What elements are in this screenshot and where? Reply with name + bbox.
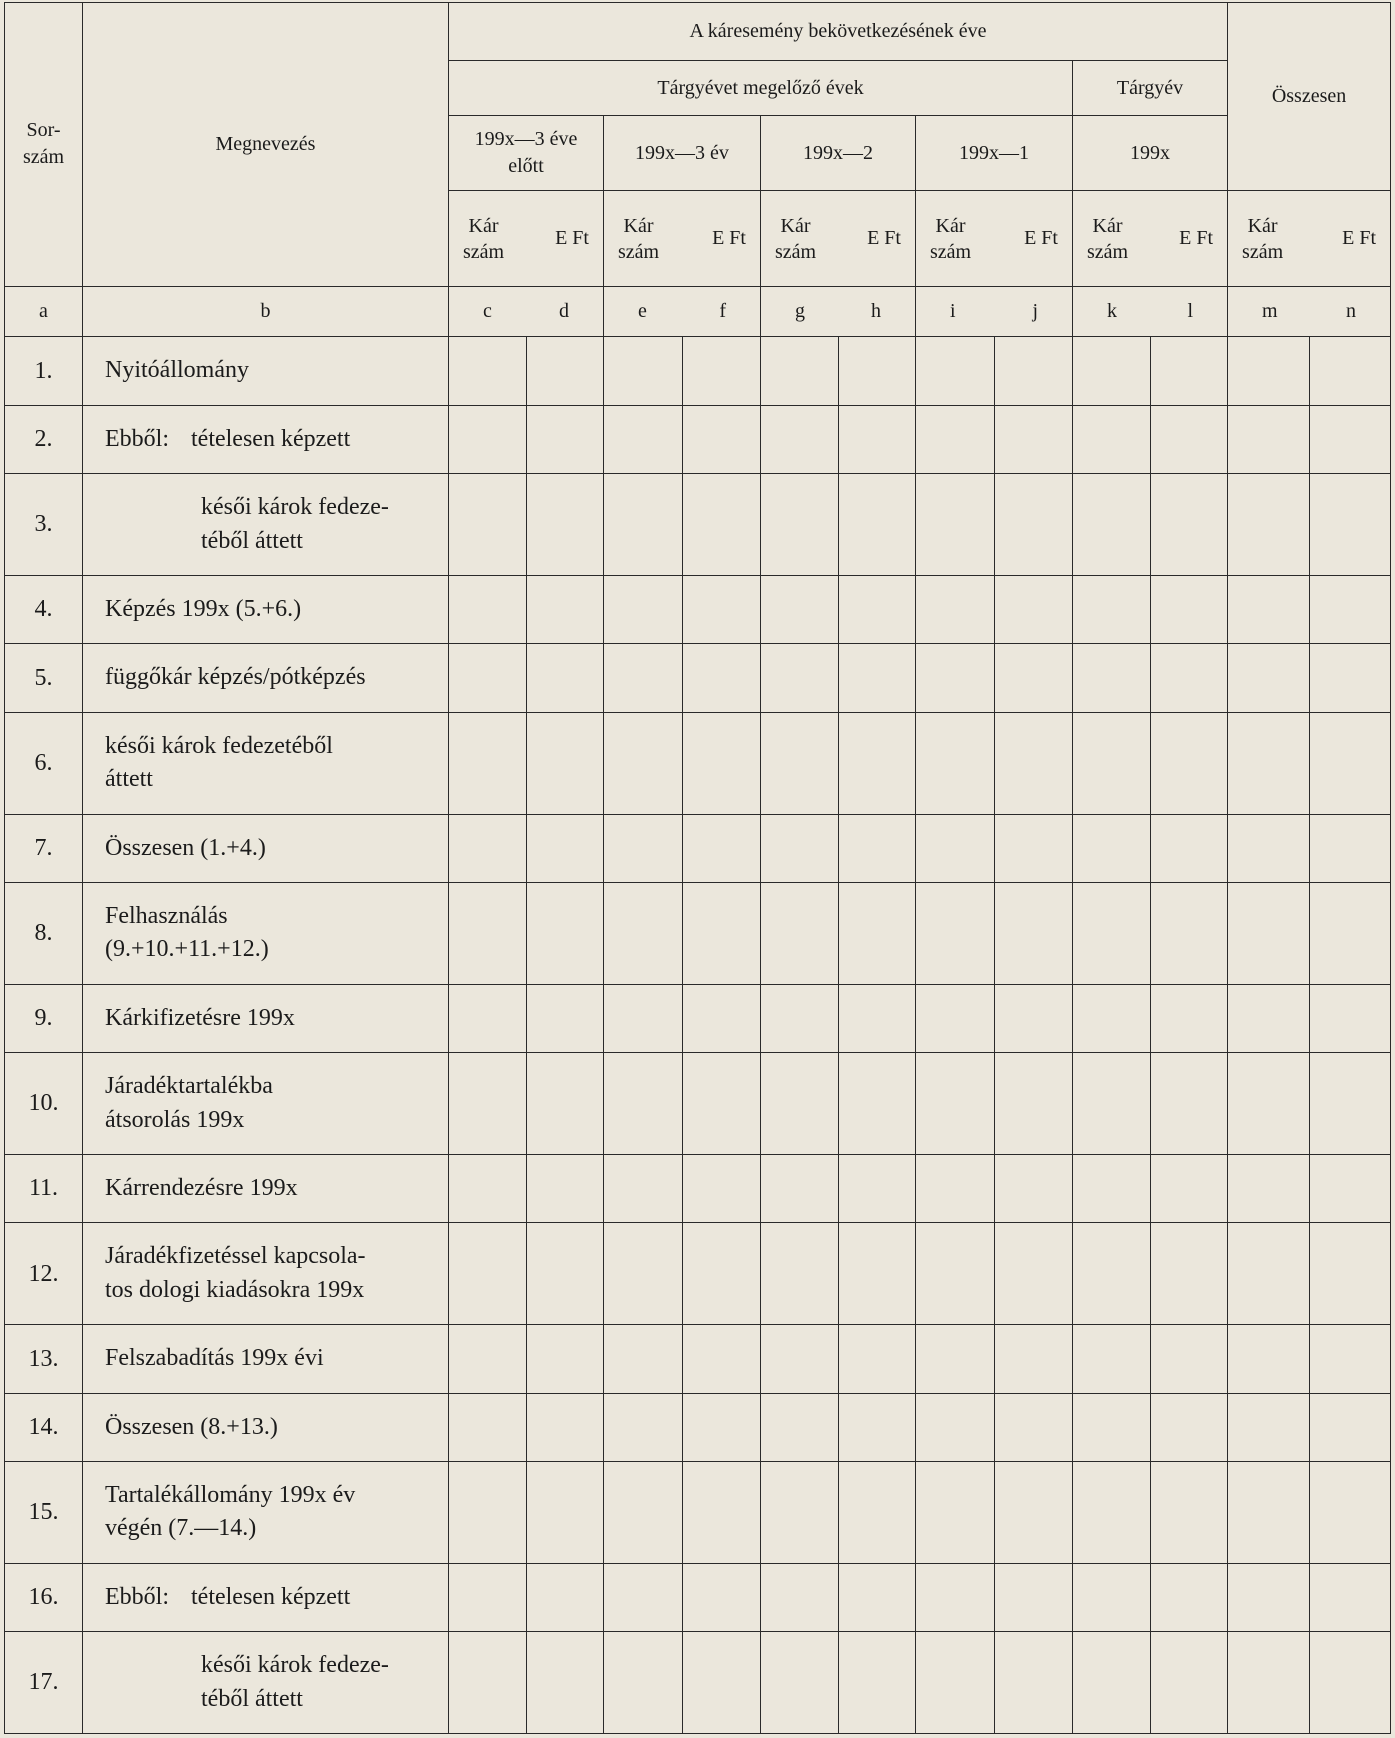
value-cell[interactable]	[1228, 984, 1391, 1052]
value-cell[interactable]	[916, 405, 1073, 473]
row-label-line2: téből áttett	[201, 527, 303, 554]
value-cell[interactable]	[1228, 1053, 1391, 1155]
value-cell[interactable]	[1073, 405, 1228, 473]
value-cell[interactable]	[604, 1462, 761, 1564]
value-cell[interactable]	[604, 1154, 761, 1222]
table-row	[5, 1632, 1391, 1734]
value-cell[interactable]	[916, 474, 1073, 576]
unit-pair: Kár szám E Ft	[1228, 191, 1391, 287]
value-cell[interactable]	[1073, 1154, 1228, 1222]
value-cell[interactable]	[1073, 337, 1228, 405]
value-cell[interactable]	[761, 1053, 916, 1155]
row-label	[83, 474, 449, 576]
header-target-year: Tárgyév	[1073, 61, 1228, 115]
header-prev-years: Tárgyévet megelőző évek	[449, 61, 1073, 115]
value-cell[interactable]	[1073, 1462, 1228, 1564]
row-label	[83, 984, 449, 1052]
table-row	[5, 1462, 1391, 1564]
header-sorszam-line2: szám	[22, 146, 65, 169]
row-label-text: Összesen (1.+4.)	[105, 834, 266, 861]
header-sorszam-line1: Sor-	[26, 119, 61, 142]
value-cell[interactable]	[604, 883, 761, 985]
row-label-text: tételesen képzett	[191, 1583, 351, 1610]
value-cell[interactable]	[1073, 1632, 1228, 1734]
value-cell[interactable]	[1228, 1632, 1391, 1734]
value-cell[interactable]	[916, 1393, 1073, 1461]
value-cell[interactable]	[449, 337, 604, 405]
value-cell[interactable]	[1228, 1154, 1391, 1222]
value-cell[interactable]	[449, 1053, 604, 1155]
value-cell[interactable]	[761, 644, 916, 712]
value-cell[interactable]	[1073, 1393, 1228, 1461]
table-row	[5, 984, 1391, 1052]
value-cell[interactable]	[604, 1223, 761, 1325]
value-cell[interactable]	[916, 575, 1073, 643]
row-number: 5.	[5, 644, 83, 712]
value-cell[interactable]	[1228, 1393, 1391, 1461]
letter-pair: e f	[604, 286, 761, 336]
row-label-line1: Felhasználás	[105, 902, 228, 929]
value-cell[interactable]	[449, 1154, 604, 1222]
row-label-text: Kárkifizetésre 199x	[105, 1004, 295, 1031]
value-cell[interactable]	[761, 1462, 916, 1564]
value-cell[interactable]	[761, 405, 916, 473]
row-label	[83, 575, 449, 643]
value-cell[interactable]	[761, 1154, 916, 1222]
value-cell[interactable]	[761, 474, 916, 576]
value-cell[interactable]	[916, 1223, 1073, 1325]
row-label-text: Nyitóállomány	[105, 357, 249, 384]
header-total: Összesen	[1228, 3, 1391, 191]
value-cell[interactable]	[1228, 644, 1391, 712]
row-label	[83, 1632, 449, 1734]
unit-pair: Kár szám E Ft	[604, 191, 761, 287]
row-number: 12.	[5, 1223, 83, 1325]
row-label	[83, 405, 449, 473]
value-cell[interactable]	[1073, 1563, 1228, 1631]
value-cell[interactable]	[1073, 712, 1228, 814]
row-label-line2: tos dologi kiadásokra 199x	[105, 1276, 365, 1303]
row-label-line1: késői károk fedezetéből	[105, 732, 333, 759]
row-prefix: Ebből:	[105, 425, 169, 452]
row-number: 11.	[5, 1154, 83, 1222]
value-cell[interactable]	[604, 814, 761, 882]
value-cell[interactable]	[1073, 1053, 1228, 1155]
row-label-line1: Járadékfizetéssel kapcsola-	[105, 1243, 366, 1270]
row-label	[83, 1393, 449, 1461]
table-row	[5, 1563, 1391, 1631]
value-cell[interactable]	[1228, 883, 1391, 985]
row-label-line2: átsorolás 199x	[105, 1106, 245, 1133]
value-cell[interactable]	[1228, 814, 1391, 882]
row-prefix: Ebből:	[105, 1583, 169, 1610]
letter-pair: i j	[916, 286, 1073, 336]
value-cell[interactable]	[604, 474, 761, 576]
row-label	[83, 1053, 449, 1155]
row-label-line2: téből áttett	[201, 1685, 303, 1712]
value-cell[interactable]	[604, 712, 761, 814]
row-label	[83, 1223, 449, 1325]
header-year-4: 199x—1	[916, 115, 1073, 191]
row-label	[83, 814, 449, 882]
value-cell[interactable]	[1073, 814, 1228, 882]
value-cell[interactable]	[761, 1393, 916, 1461]
row-number: 1.	[5, 337, 83, 405]
value-cell[interactable]	[1073, 1325, 1228, 1393]
header-year-2: 199x—3 év	[604, 115, 761, 191]
row-label-text: függőkár képzés/pótképzés	[105, 664, 366, 691]
row-label-text: Felszabadítás 199x évi	[105, 1345, 324, 1372]
value-cell[interactable]	[1073, 984, 1228, 1052]
row-label-text: Kárrendezésre 199x	[105, 1174, 298, 1201]
value-cell[interactable]	[604, 405, 761, 473]
table-row	[5, 644, 1391, 712]
row-number: 8.	[5, 883, 83, 985]
value-cell[interactable]	[604, 1393, 761, 1461]
value-cell[interactable]	[449, 1393, 604, 1461]
value-cell[interactable]	[604, 984, 761, 1052]
row-label	[83, 1325, 449, 1393]
table-row	[5, 1223, 1391, 1325]
value-cell[interactable]	[916, 814, 1073, 882]
value-cell[interactable]	[761, 712, 916, 814]
value-cell[interactable]	[1228, 1325, 1391, 1393]
value-cell[interactable]	[761, 1632, 916, 1734]
value-cell[interactable]	[449, 1462, 604, 1564]
letter-pair: g h	[761, 286, 916, 336]
letter-a: a	[5, 286, 83, 336]
row-number: 2.	[5, 405, 83, 473]
header-year-group: A káresemény bekövetkezésének éve	[449, 3, 1228, 61]
row-label-line2: végén (7.—14.)	[105, 1515, 257, 1542]
unit-pair: Kár szám E Ft	[916, 191, 1073, 287]
value-cell[interactable]	[761, 814, 916, 882]
table-row	[5, 405, 1391, 473]
table-row	[5, 814, 1391, 882]
value-cell[interactable]	[449, 712, 604, 814]
value-cell[interactable]	[916, 1053, 1073, 1155]
row-label-line1: késői károk fedeze-	[201, 1652, 389, 1679]
value-cell[interactable]	[449, 1563, 604, 1631]
value-cell[interactable]	[1228, 1223, 1391, 1325]
table-row	[5, 474, 1391, 576]
value-cell[interactable]	[916, 644, 1073, 712]
value-cell[interactable]	[761, 575, 916, 643]
value-cell[interactable]	[604, 337, 761, 405]
value-cell[interactable]	[916, 984, 1073, 1052]
letter-b: b	[83, 286, 449, 336]
value-cell[interactable]	[449, 1325, 604, 1393]
value-cell[interactable]	[916, 1632, 1073, 1734]
row-number: 14.	[5, 1393, 83, 1461]
row-label	[83, 1563, 449, 1631]
letter-pair: k l	[1073, 286, 1228, 336]
row-label-text: tételesen képzett	[191, 425, 351, 452]
header-year-1-line2: előtt	[508, 155, 544, 178]
value-cell[interactable]	[604, 575, 761, 643]
value-cell[interactable]	[761, 337, 916, 405]
value-cell[interactable]	[1228, 474, 1391, 576]
table-row	[5, 575, 1391, 643]
letter-pair: m n	[1228, 286, 1391, 336]
row-label	[83, 644, 449, 712]
table-row	[5, 1154, 1391, 1222]
row-label	[83, 1154, 449, 1222]
row-label	[83, 337, 449, 405]
value-cell[interactable]	[761, 1563, 916, 1631]
value-cell[interactable]	[1228, 337, 1391, 405]
value-cell[interactable]	[916, 1154, 1073, 1222]
value-cell[interactable]	[1073, 1223, 1228, 1325]
value-cell[interactable]	[1073, 474, 1228, 576]
header-megnevezes: Megnevezés	[83, 3, 449, 287]
value-cell[interactable]	[1228, 405, 1391, 473]
value-cell[interactable]	[449, 1632, 604, 1734]
unit-pair: Kár szám E Ft	[761, 191, 916, 287]
header-year-1-line1: 199x—3 éve	[474, 128, 578, 151]
value-cell[interactable]	[1073, 644, 1228, 712]
table-row	[5, 337, 1391, 405]
value-cell[interactable]	[449, 405, 604, 473]
value-cell[interactable]	[916, 1325, 1073, 1393]
value-cell[interactable]	[1228, 1563, 1391, 1631]
value-cell[interactable]	[916, 712, 1073, 814]
value-cell[interactable]	[761, 1223, 916, 1325]
value-cell[interactable]	[916, 1462, 1073, 1564]
row-number: 15.	[5, 1462, 83, 1564]
header-year-1	[449, 115, 604, 191]
value-cell[interactable]	[449, 984, 604, 1052]
row-number: 4.	[5, 575, 83, 643]
row-number: 10.	[5, 1053, 83, 1155]
value-cell[interactable]	[761, 1325, 916, 1393]
value-cell[interactable]	[449, 575, 604, 643]
table-row	[5, 1053, 1391, 1155]
row-label-line2: áttett	[105, 766, 153, 793]
value-cell[interactable]	[604, 1325, 761, 1393]
value-cell[interactable]	[449, 1223, 604, 1325]
value-cell[interactable]	[449, 644, 604, 712]
row-label-line2: (9.+10.+11.+12.)	[105, 936, 269, 963]
value-cell[interactable]	[916, 883, 1073, 985]
row-number: 9.	[5, 984, 83, 1052]
value-cell[interactable]	[604, 1563, 761, 1631]
row-label-line1: késői károk fedeze-	[201, 494, 389, 520]
value-cell[interactable]	[761, 984, 916, 1052]
row-number: 13.	[5, 1325, 83, 1393]
row-number: 7.	[5, 814, 83, 882]
table-row	[5, 1325, 1391, 1393]
value-cell[interactable]	[1228, 1462, 1391, 1564]
value-cell[interactable]	[449, 814, 604, 882]
table-row	[5, 883, 1391, 985]
value-cell[interactable]	[449, 474, 604, 576]
header-year-5: 199x	[1073, 115, 1228, 191]
value-cell[interactable]	[1228, 712, 1391, 814]
row-number: 17.	[5, 1632, 83, 1734]
row-label	[83, 712, 449, 814]
unit-pair: Kár szám E Ft	[1073, 191, 1228, 287]
value-cell[interactable]	[449, 883, 604, 985]
row-label	[83, 883, 449, 985]
row-number: 6.	[5, 712, 83, 814]
value-cell[interactable]	[761, 883, 916, 985]
row-label-line1: Tartalékállomány 199x év	[105, 1481, 356, 1508]
table-row	[5, 1393, 1391, 1461]
value-cell[interactable]	[1073, 883, 1228, 985]
letter-pair: c d	[449, 286, 604, 336]
row-label-line1: Járadéktartalékba	[105, 1072, 273, 1099]
value-cell[interactable]	[604, 1053, 761, 1155]
row-label	[83, 1462, 449, 1564]
table-row	[5, 712, 1391, 814]
row-number: 3.	[5, 474, 83, 576]
value-cell[interactable]	[1228, 575, 1391, 643]
header-year-3: 199x—2	[761, 115, 916, 191]
value-cell[interactable]	[1073, 575, 1228, 643]
value-cell[interactable]	[916, 337, 1073, 405]
header-sorszam	[5, 3, 83, 287]
unit-pair: Kár szám E Ft	[449, 191, 604, 287]
reserve-table	[4, 2, 1391, 1734]
row-label-text: Összesen (8.+13.)	[105, 1413, 278, 1440]
row-number: 16.	[5, 1563, 83, 1631]
value-cell[interactable]	[916, 1563, 1073, 1631]
row-label-text: Képzés 199x (5.+6.)	[105, 595, 302, 622]
value-cell[interactable]	[604, 1632, 761, 1734]
value-cell[interactable]	[604, 644, 761, 712]
